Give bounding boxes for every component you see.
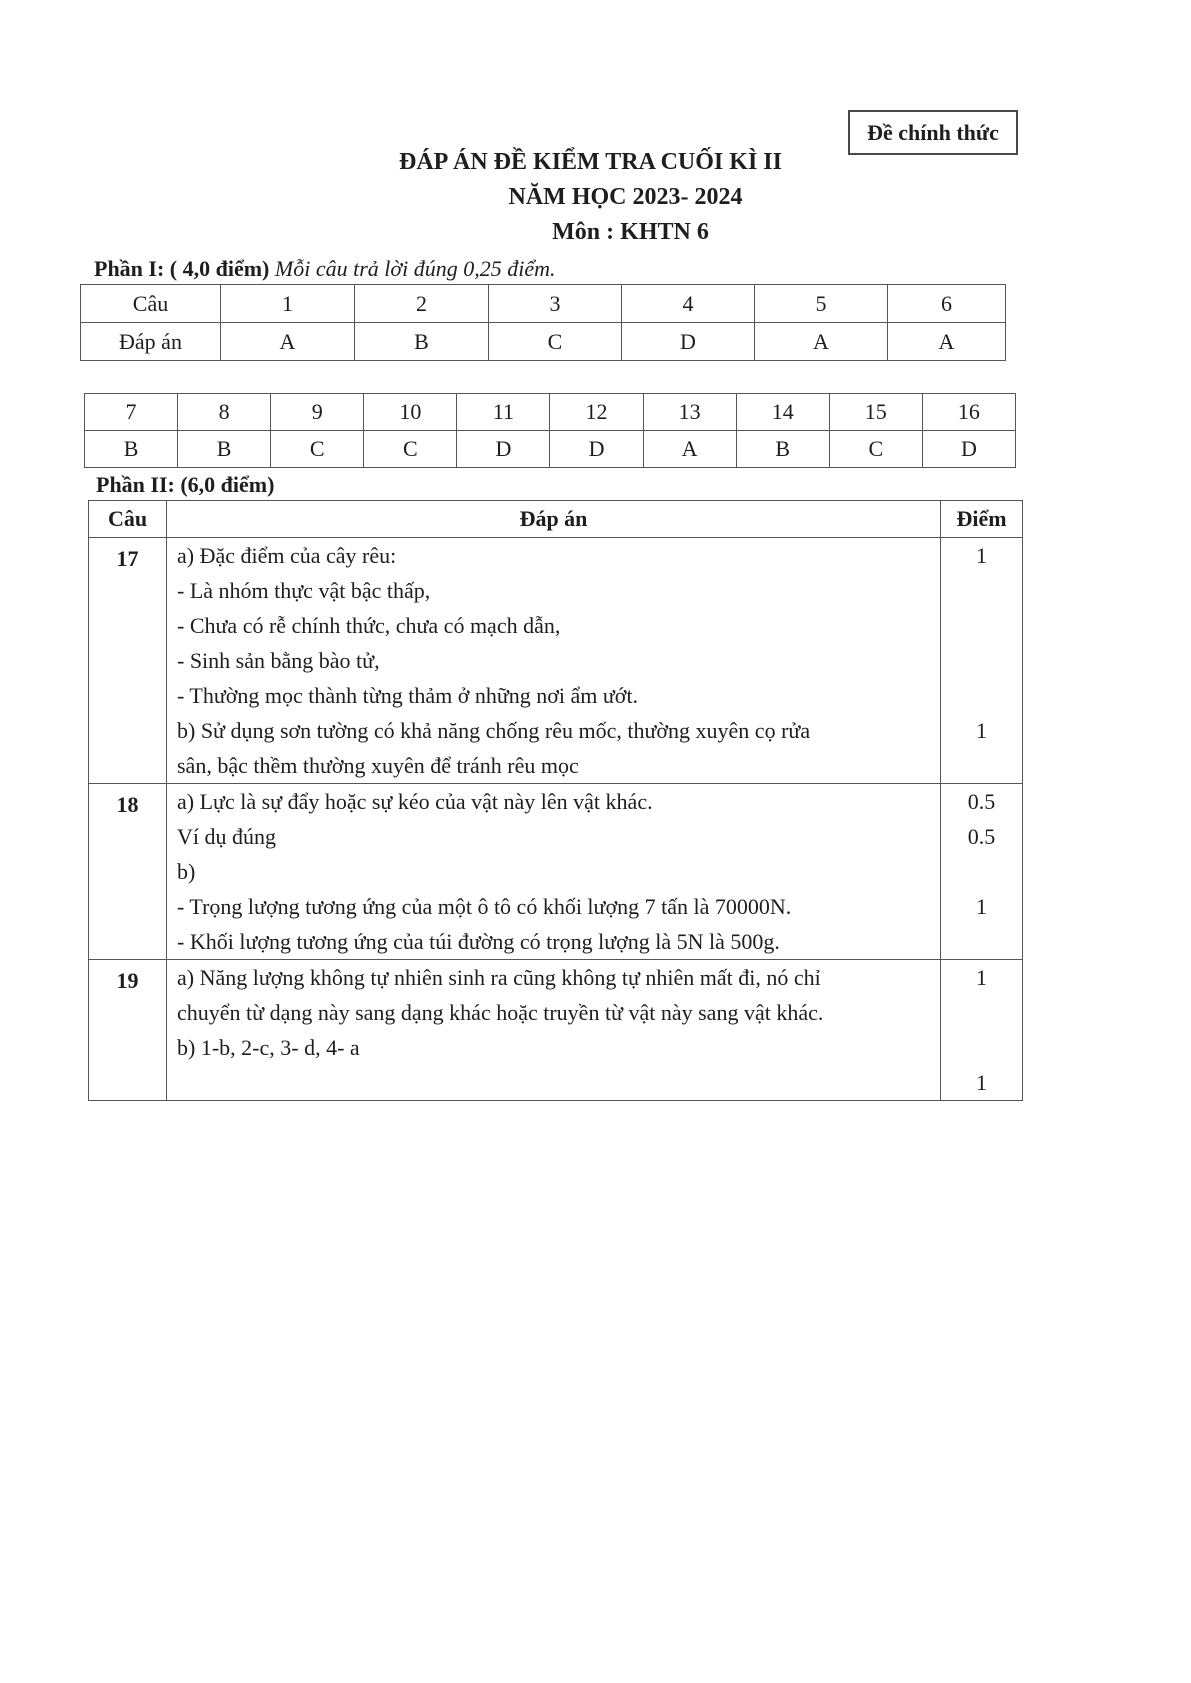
table-row [89,960,1023,1101]
question-number: 4 [622,285,755,323]
answer-cell: C [271,431,364,468]
table-row [89,784,1023,960]
question-number: 6 [888,285,1006,323]
question-number: 7 [85,394,178,431]
answer-cell: C [364,431,457,468]
answer-table-2 [84,393,1016,468]
answer-cell: C [489,323,622,361]
answer-cell: D [550,431,643,468]
answer-line: a) Đặc điểm của cây rêu: [177,543,397,568]
answer-cell: A [643,431,736,468]
answer-cell: A [755,323,888,361]
score-cell [941,960,1023,1101]
question-number: 8 [178,394,271,431]
answer-line: a) Năng lượng không tự nhiên sinh ra cũng không tự nhiên mất đi, nó chỉ [177,965,821,990]
part1-heading [94,256,556,282]
column-header: Điểm [941,501,1023,538]
answer-content [167,538,941,784]
question-number: 10 [364,394,457,431]
table-row [81,323,1006,361]
question-number: 18 [89,784,167,960]
table-row [81,285,1006,323]
score-cell [941,538,1023,784]
part1-heading-bold: Phần I: ( 4,0 điểm) [94,256,270,281]
answer-content [167,960,941,1101]
column-header: Đáp án [167,501,941,538]
question-number: 17 [89,538,167,784]
table-row [85,394,1016,431]
answer-line: sân, bậc thềm thường xuyên để tránh rêu mọc [177,753,579,778]
answer-content [167,784,941,960]
question-number: 1 [221,285,355,323]
answer-cell: B [85,431,178,468]
question-number: 14 [736,394,829,431]
question-number: 19 [89,960,167,1101]
subject: Môn : KHTN 6 [552,219,709,245]
answer-cell: B [736,431,829,468]
answer-line: chuyển từ dạng này sang dạng khác hoặc truyền từ vật này sang vật khác. [177,1000,824,1025]
question-number: 5 [755,285,888,323]
score-value: 1 [976,718,987,743]
score-value: 1 [976,1070,987,1095]
answer-cell: D [457,431,550,468]
answer-line: - Chưa có rễ chính thức, chưa có mạch dẫn, [177,613,561,638]
answer-line: b) Sử dụng sơn tường có khả năng chống rêu mốc, thường xuyên cọ rửa [177,718,811,743]
question-number: 9 [271,394,364,431]
score-value: 1 [976,965,987,990]
answer-cell: D [922,431,1015,468]
answer-cell: D [622,323,755,361]
essay-answer-table [88,500,1023,1101]
answer-line: - Khối lượng tương ứng của túi đường có trọng lượng là 5N là 500g. [177,929,780,954]
table-header-row [89,501,1023,538]
answer-line: - Là nhóm thực vật bậc thấp, [177,578,431,603]
answer-line: - Thường mọc thành từng thảm ở những nơi ẩm ướt. [177,683,639,708]
row-label: Đáp án [81,323,221,361]
part1-heading-note: Mỗi câu trả lời đúng 0,25 điểm. [274,256,556,281]
official-badge: Đề chính thức [848,110,1018,155]
table-row [89,538,1023,784]
score-value: 1 [976,543,987,568]
answer-line: b) [177,859,196,884]
question-number: 3 [489,285,622,323]
school-year: NĂM HỌC 2023- 2024 [508,184,743,210]
answer-table-1 [80,284,1006,361]
doc-title: ĐÁP ÁN ĐỀ KIỂM TRA CUỐI KÌ II [399,149,782,175]
part2-heading-text: Phần II: (6,0 điểm) [96,472,275,497]
answer-line: - Sinh sản bằng bào tử, [177,648,380,673]
column-header: Câu [89,501,167,538]
score-cell [941,784,1023,960]
answer-cell: C [829,431,922,468]
answer-line: a) Lực là sự đẩy hoặc sự kéo của vật này lên vật khác. [177,789,653,814]
answer-cell: B [178,431,271,468]
table-row [85,431,1016,468]
answer-line: b) 1-b, 2-c, 3- d, 4- a [177,1035,360,1060]
question-number: 15 [829,394,922,431]
score-value: 0.5 [967,789,996,814]
question-number: 13 [643,394,736,431]
score-value: 0.5 [967,824,996,849]
score-value: 1 [976,894,987,919]
answer-line: Ví dụ đúng [177,824,276,849]
answer-cell: A [888,323,1006,361]
answer-cell: B [355,323,489,361]
answer-cell: A [221,323,355,361]
answer-line: - Trọng lượng tương ứng của một ô tô có khối lượng 7 tấn là 70000N. [177,894,792,919]
row-label: Câu [81,285,221,323]
question-number: 16 [922,394,1015,431]
question-number: 2 [355,285,489,323]
question-number: 12 [550,394,643,431]
question-number: 11 [457,394,550,431]
part2-heading [96,472,274,498]
